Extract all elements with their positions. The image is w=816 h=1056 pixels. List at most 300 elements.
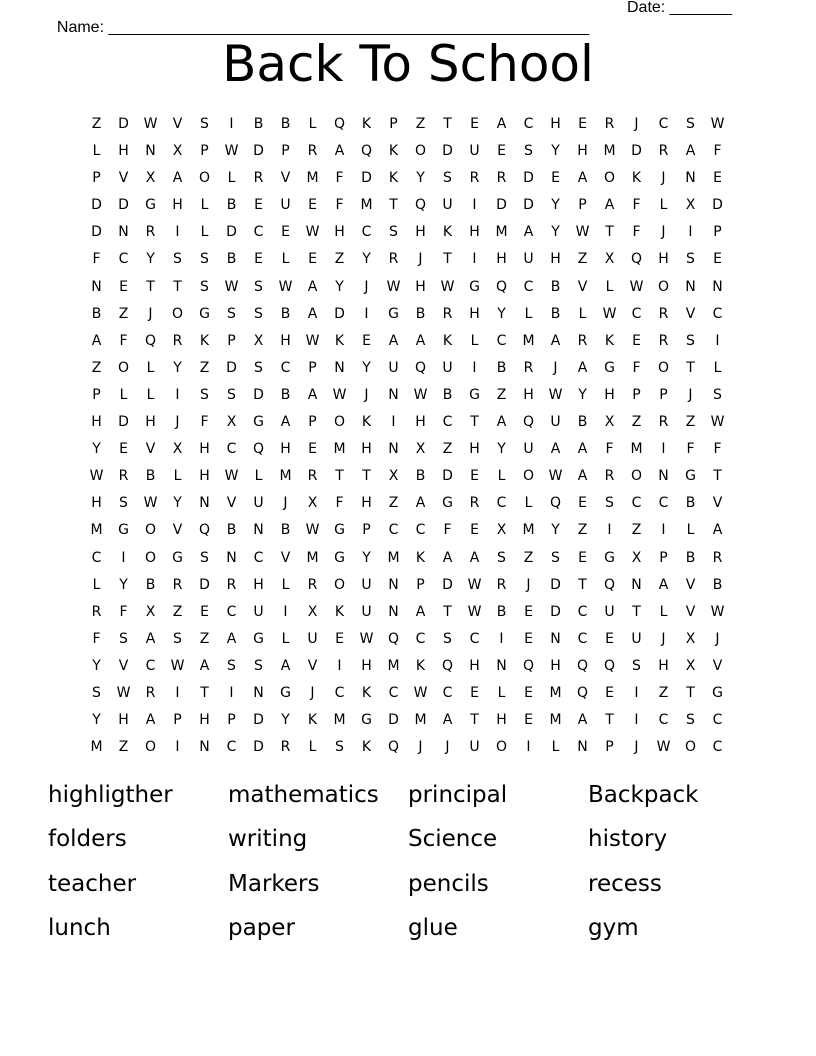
grid-letter: H [334, 224, 345, 241]
grid-letter: W [89, 468, 104, 485]
grid-letter: W [467, 603, 482, 620]
grid-row [83, 114, 731, 141]
grid-letter: O [144, 522, 157, 539]
grid-letter: Y [497, 305, 506, 322]
grid-letter: W [170, 657, 185, 674]
grid-letter: E [524, 603, 533, 620]
grid-row [83, 277, 731, 304]
grid-letter: E [524, 630, 533, 647]
grid-letter: B [226, 251, 237, 268]
grid-letter: Y [362, 251, 371, 268]
grid-letter: O [198, 170, 211, 187]
grid-letter: A [307, 278, 318, 295]
grid-letter: A [523, 224, 534, 241]
grid-letter: G [172, 549, 183, 566]
grid-letter: M [549, 684, 562, 701]
grid-letter: S [686, 712, 695, 729]
grid-letter: B [685, 549, 696, 566]
grid-row [83, 575, 731, 602]
grid-letter: X [253, 332, 264, 349]
grid-letter: A [577, 712, 588, 729]
grid-letter: K [361, 739, 372, 756]
grid-letter: N [91, 278, 102, 295]
grid-letter: O [117, 359, 130, 376]
grid-letter: M [603, 143, 616, 160]
grid-letter: I [472, 197, 477, 214]
grid-letter: I [121, 549, 126, 566]
grid-letter: P [578, 197, 587, 214]
grid-letter: I [175, 224, 180, 241]
grid-letter: I [661, 522, 666, 539]
grid-row [83, 412, 731, 439]
grid-letter: H [145, 414, 156, 431]
grid-letter: X [604, 251, 615, 268]
grid-letter: U [361, 576, 372, 593]
grid-letter: Z [523, 549, 534, 566]
grid-letter: C [145, 657, 156, 674]
grid-letter: E [200, 603, 209, 620]
grid-letter: S [443, 630, 452, 647]
grid-letter: D [253, 739, 264, 756]
grid-letter: T [146, 278, 155, 295]
grid-letter: U [361, 603, 372, 620]
grid-letter: A [577, 170, 588, 187]
grid-letter: E [119, 278, 128, 295]
grid-letter: E [605, 684, 614, 701]
grid-letter: A [415, 495, 426, 512]
grid-letter: B [550, 305, 561, 322]
grid-letter: K [361, 414, 372, 431]
grid-letter: N [199, 739, 210, 756]
grid-letter: J [661, 224, 666, 241]
grid-letter: R [658, 332, 669, 349]
grid-letter: D [442, 468, 453, 485]
grid-letter: Q [333, 116, 346, 132]
grid-letter: J [661, 630, 666, 647]
grid-letter: I [715, 332, 720, 349]
grid-letter: S [686, 251, 695, 268]
grid-letter: L [308, 739, 317, 756]
grid-letter: K [388, 143, 399, 160]
grid-letter: F [605, 441, 614, 458]
grid-letter: H [550, 251, 561, 268]
grid-letter: K [415, 657, 426, 674]
grid-letter: Z [334, 251, 345, 268]
grid-letter: I [283, 603, 288, 620]
grid-row [83, 683, 731, 710]
grid-letter: E [470, 116, 479, 132]
grid-letter: A [415, 332, 426, 349]
grid-letter: N [631, 576, 642, 593]
grid-letter: L [659, 197, 668, 214]
grid-letter: C [361, 224, 372, 241]
grid-letter: Q [522, 414, 535, 431]
grid-letter: F [119, 603, 128, 620]
grid-letter: L [92, 143, 101, 160]
grid-letter: H [658, 657, 669, 674]
grid-letter: V [685, 603, 696, 620]
grid-letter: X [631, 549, 642, 566]
grid-letter: P [605, 739, 614, 756]
grid-letter: Z [172, 603, 183, 620]
grid-letter: V [577, 278, 588, 295]
grid-letter: C [496, 495, 507, 512]
grid-letter: N [334, 359, 345, 376]
grid-letter: H [415, 414, 426, 431]
word-list-item: pencils [408, 870, 489, 897]
grid-letter: A [658, 576, 669, 593]
grid-letter: D [523, 197, 534, 214]
grid-letter: S [200, 278, 209, 295]
grid-letter: O [144, 739, 157, 756]
grid-letter: O [333, 414, 346, 431]
grid-letter: T [686, 684, 695, 701]
grid-letter: R [307, 143, 318, 160]
grid-letter: K [442, 332, 453, 349]
grid-letter: G [469, 386, 480, 403]
grid-letter: O [414, 143, 427, 160]
grid-letter: A [280, 414, 291, 431]
grid-letter: T [443, 116, 452, 132]
word-list-item: paper [228, 914, 295, 941]
grid-letter: H [496, 712, 507, 729]
grid-letter: H [415, 224, 426, 241]
grid-letter: B [280, 305, 291, 322]
grid-letter: I [175, 684, 180, 701]
grid-letter: H [415, 278, 426, 295]
grid-letter: H [523, 386, 534, 403]
grid-letter: K [199, 332, 210, 349]
grid-letter: N [118, 224, 129, 241]
grid-letter: W [278, 278, 293, 295]
grid-letter: C [118, 251, 129, 268]
grid-letter: B [280, 116, 291, 132]
grid-letter: S [227, 657, 236, 674]
grid-letter: L [659, 603, 668, 620]
grid-letter: J [688, 386, 693, 403]
grid-letter: D [442, 143, 453, 160]
grid-letter: D [334, 305, 345, 322]
grid-letter: X [604, 414, 615, 431]
grid-letter: U [442, 197, 453, 214]
grid-letter: A [577, 359, 588, 376]
grid-letter: D [388, 712, 399, 729]
grid-letter: L [227, 170, 236, 187]
grid-letter: K [334, 332, 345, 349]
grid-letter: M [414, 712, 427, 729]
grid-letter: B [226, 197, 237, 214]
grid-letter: A [388, 332, 399, 349]
word-list-item: mathematics [228, 782, 379, 808]
grid-letter: L [551, 739, 560, 756]
grid-letter: Z [118, 739, 129, 756]
grid-letter: E [524, 712, 533, 729]
grid-letter: Q [630, 251, 643, 268]
grid-letter: S [92, 684, 101, 701]
grid-letter: V [145, 441, 156, 458]
grid-letter: S [686, 332, 695, 349]
grid-letter: V [685, 305, 696, 322]
grid-letter: Z [631, 414, 642, 431]
grid-letter: A [145, 712, 156, 729]
grid-letter: W [305, 224, 320, 241]
grid-letter: C [631, 495, 642, 512]
word-search-grid [83, 114, 731, 764]
grid-letter: F [713, 441, 722, 458]
grid-letter: V [307, 657, 318, 674]
grid-letter: C [658, 712, 669, 729]
grid-letter: Y [551, 224, 560, 241]
grid-letter: N [388, 603, 399, 620]
grid-letter: P [200, 143, 209, 160]
grid-letter: I [175, 739, 180, 756]
grid-letter: G [604, 359, 615, 376]
grid-letter: D [118, 414, 129, 431]
grid-letter: S [254, 359, 263, 376]
grid-letter: E [578, 549, 587, 566]
word-list-item: teacher [48, 870, 137, 897]
grid-letter: U [253, 495, 264, 512]
word-list-item: lunch [48, 914, 111, 941]
grid-letter: M [387, 657, 400, 674]
grid-letter: P [227, 332, 236, 349]
grid-letter: Y [578, 386, 587, 403]
grid-letter: X [415, 441, 426, 458]
grid-letter: V [280, 170, 291, 187]
grid-letter: T [389, 197, 398, 214]
grid-letter: L [713, 359, 722, 376]
grid-letter: K [442, 224, 453, 241]
grid-letter: L [281, 576, 290, 593]
grid-letter: D [226, 359, 237, 376]
grid-letter: M [333, 441, 346, 458]
grid-letter: G [334, 522, 345, 539]
grid-letter: T [605, 224, 614, 241]
grid-letter: Q [387, 739, 400, 756]
grid-letter: Q [441, 657, 454, 674]
grid-letter: R [118, 468, 129, 485]
grid-letter: C [226, 441, 237, 458]
grid-letter: E [281, 224, 290, 241]
grid-letter: L [281, 251, 290, 268]
grid-letter: M [90, 739, 103, 756]
grid-letter: Y [173, 495, 182, 512]
grid-letter: Q [576, 684, 589, 701]
grid-letter: J [715, 630, 720, 647]
grid-letter: O [144, 549, 157, 566]
grid-letter: Q [522, 657, 535, 674]
grid-letter: Y [497, 441, 506, 458]
grid-letter: T [632, 603, 641, 620]
grid-letter: W [710, 603, 725, 620]
grid-letter: A [172, 170, 183, 187]
grid-letter: R [469, 495, 480, 512]
grid-letter: C [712, 739, 723, 756]
grid-letter: O [657, 359, 670, 376]
grid-letter: R [253, 170, 264, 187]
grid-letter: H [469, 224, 480, 241]
grid-letter: N [658, 468, 669, 485]
grid-letter: I [688, 224, 693, 241]
word-list-item: folders [48, 826, 127, 853]
grid-letter: R [496, 576, 507, 593]
grid-letter: M [549, 712, 562, 729]
grid-letter: A [199, 657, 210, 674]
grid-letter: R [172, 576, 183, 593]
grid-letter: L [470, 332, 479, 349]
grid-letter: F [200, 414, 209, 431]
grid-letter: Q [603, 576, 616, 593]
grid-letter: C [253, 224, 264, 241]
grid-row [83, 710, 731, 737]
grid-letter: O [333, 576, 346, 593]
grid-letter: W [548, 468, 563, 485]
grid-letter: C [91, 549, 102, 566]
grid-letter: J [526, 576, 531, 593]
grid-letter: N [685, 278, 696, 295]
grid-letter: W [386, 278, 401, 295]
grid-letter: O [657, 278, 670, 295]
grid-letter: R [658, 305, 669, 322]
grid-letter: H [577, 143, 588, 160]
grid-letter: A [604, 197, 615, 214]
grid-letter: U [442, 359, 453, 376]
word-list-item: Science [408, 826, 498, 853]
grid-letter: S [443, 170, 452, 187]
grid-letter: N [145, 143, 156, 160]
grid-letter: O [171, 305, 184, 322]
grid-letter: Q [360, 143, 373, 160]
grid-letter: H [199, 712, 210, 729]
grid-letter: J [310, 684, 315, 701]
grid-letter: F [335, 197, 344, 214]
grid-letter: T [605, 712, 614, 729]
grid-letter: U [388, 359, 399, 376]
grid-letter: G [199, 305, 210, 322]
grid-letter: N [685, 170, 696, 187]
grid-letter: W [413, 386, 428, 403]
grid-letter: L [146, 386, 155, 403]
word-list-item: gym [588, 914, 639, 941]
grid-letter: W [575, 224, 590, 241]
word-list-item: glue [408, 914, 458, 941]
grid-letter: Z [199, 630, 210, 647]
grid-letter: Y [551, 197, 560, 214]
grid-letter: I [661, 441, 666, 458]
grid-letter: T [470, 414, 479, 431]
grid-letter: G [118, 522, 129, 539]
grid-letter: J [364, 386, 369, 403]
grid-letter: A [712, 522, 723, 539]
grid-letter: I [499, 630, 504, 647]
grid-letter: G [685, 468, 696, 485]
grid-letter: N [226, 549, 237, 566]
grid-letter: O [630, 468, 643, 485]
grid-letter: S [200, 251, 209, 268]
grid-letter: Y [281, 712, 290, 729]
grid-letter: U [523, 251, 534, 268]
grid-letter: X [685, 197, 696, 214]
grid-letter: Q [414, 197, 427, 214]
grid-letter: M [279, 468, 292, 485]
grid-letter: Y [119, 576, 128, 593]
grid-letter: B [145, 576, 156, 593]
grid-letter: J [283, 495, 288, 512]
grid-letter: X [496, 522, 507, 539]
grid-letter: S [119, 630, 128, 647]
grid-letter: V [712, 495, 723, 512]
grid-letter: W [143, 495, 158, 512]
grid-letter: E [578, 495, 587, 512]
grid-row [83, 439, 731, 466]
grid-letter: A [442, 549, 453, 566]
grid-letter: P [227, 712, 236, 729]
grid-letter: B [280, 386, 291, 403]
grid-letter: X [388, 468, 399, 485]
name-field[interactable]: Name: ______________________________________________________ [56, 19, 589, 36]
grid-letter: G [442, 495, 453, 512]
grid-letter: H [172, 197, 183, 214]
grid-letter: S [200, 549, 209, 566]
grid-letter: P [416, 576, 425, 593]
grid-letter: C [388, 522, 399, 539]
grid-letter: K [388, 170, 399, 187]
grid-letter: N [199, 495, 210, 512]
grid-letter: M [522, 522, 535, 539]
grid-letter: G [604, 549, 615, 566]
grid-letter: I [526, 739, 531, 756]
grid-letter: S [200, 116, 209, 132]
grid-row [83, 493, 731, 520]
grid-row [83, 358, 731, 385]
grid-letter: B [496, 603, 507, 620]
grid-letter: G [388, 305, 399, 322]
grid-row [83, 249, 731, 276]
grid-letter: H [361, 657, 372, 674]
grid-letter: U [280, 197, 291, 214]
grid-letter: W [332, 386, 347, 403]
grid-letter: V [172, 522, 183, 539]
grid-letter: U [631, 630, 642, 647]
grid-letter: H [361, 495, 372, 512]
grid-letter: D [199, 576, 210, 593]
grid-row [83, 737, 731, 764]
grid-letter: R [658, 414, 669, 431]
page-title: Back To School [222, 35, 594, 93]
grid-letter: H [91, 495, 102, 512]
grid-letter: H [199, 468, 210, 485]
grid-letter: T [443, 603, 452, 620]
grid-letter: Q [387, 630, 400, 647]
grid-letter: B [253, 116, 264, 132]
grid-letter: Q [576, 657, 589, 674]
word-list-item: highligther [48, 782, 173, 808]
grid-letter: L [200, 224, 209, 241]
grid-letter: A [550, 332, 561, 349]
grid-letter: M [630, 441, 643, 458]
grid-letter: H [496, 251, 507, 268]
grid-row [83, 331, 731, 358]
grid-letter: E [362, 332, 371, 349]
date-field[interactable]: Date: _______ [627, 0, 732, 16]
grid-letter: A [307, 305, 318, 322]
grid-letter: C [658, 116, 669, 132]
word-list-item: principal [408, 782, 508, 808]
grid-letter: S [173, 251, 182, 268]
grid-letter: R [172, 332, 183, 349]
grid-letter: G [712, 684, 723, 701]
grid-letter: Y [416, 170, 425, 187]
